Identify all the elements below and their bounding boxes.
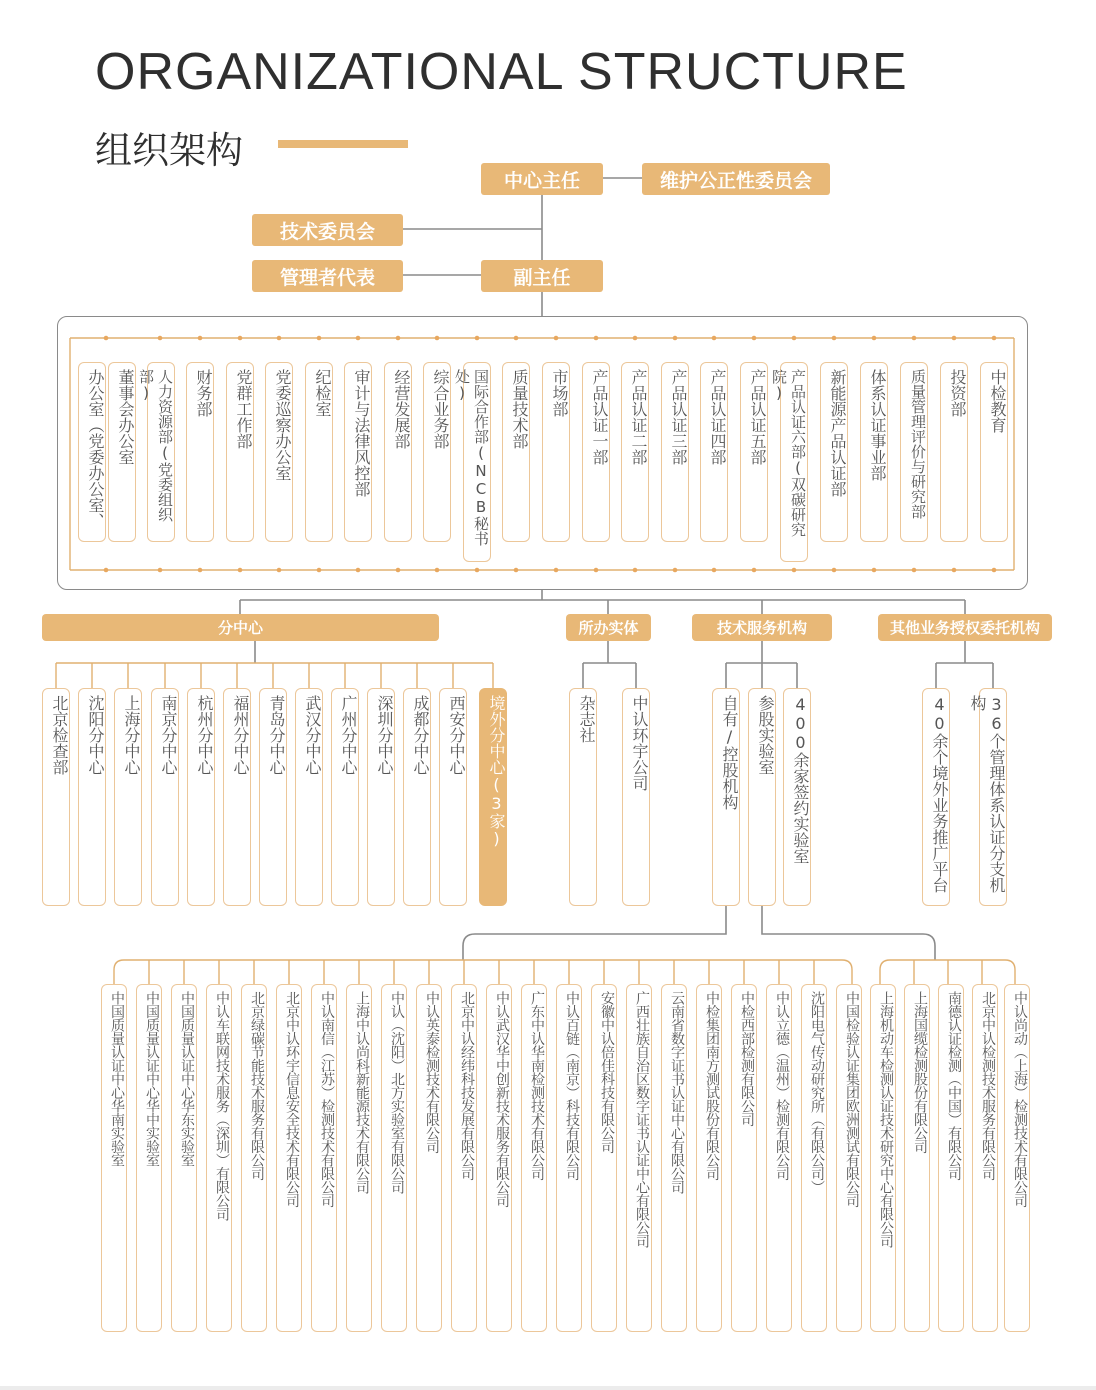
branch-shenzhen: 深圳分中心 <box>367 688 395 906</box>
owned-company: 上海中认尚科新能源技术有限公司 <box>346 984 372 1332</box>
dept-product-cert-5: 产品认证五部 <box>740 362 768 542</box>
dept-investment: 投资部 <box>940 362 968 542</box>
mgmt-representative-box: 管理者代表 <box>252 260 403 292</box>
dept-party-inspection: 党委巡察办公室 <box>265 362 293 542</box>
dept-party-affairs: 党群工作部 <box>226 362 254 542</box>
owned-company: 沈阳电气传动研究所（有限公司） <box>801 984 827 1332</box>
footer-divider <box>0 1386 1096 1390</box>
owned-company: 广东中认华南检测技术有限公司 <box>521 984 547 1332</box>
dept-quality-tech: 质量技术部 <box>502 362 530 542</box>
affiliated-magazine: 杂志社 <box>569 688 597 906</box>
title-chinese: 组织架构 <box>95 129 243 172</box>
partner-lab: 上海国缆检测股份有限公司 <box>904 984 930 1332</box>
branch-guangzhou: 广州分中心 <box>331 688 359 906</box>
owned-company: 中国质量认证中心华南实验室 <box>101 984 127 1332</box>
dept-hr: 人力资源部(党委组织部) <box>147 362 175 542</box>
category-branch: 分中心 <box>42 614 439 641</box>
deputy-director-box: 副主任 <box>481 260 603 292</box>
partner-lab: 北京中认检测技术服务有限公司 <box>972 984 998 1332</box>
owned-company: 云南省数字证书认证中心有限公司 <box>661 984 687 1332</box>
dept-product-cert-1: 产品认证一部 <box>582 362 610 542</box>
branch-fuzhou: 福州分中心 <box>223 688 251 906</box>
owned-company: 中认英泰检测技术有限公司 <box>416 984 442 1332</box>
tech-partner-labs: 参股实验室 <box>748 688 776 906</box>
branch-xian: 西安分中心 <box>439 688 467 906</box>
branch-shanghai: 上海分中心 <box>114 688 142 906</box>
branch-hangzhou: 杭州分中心 <box>187 688 215 906</box>
owned-company: 安徽中认倍佳科技有限公司 <box>591 984 617 1332</box>
branch-nanjing: 南京分中心 <box>151 688 179 906</box>
owned-company: 中认（沈阳）北方实验室有限公司 <box>381 984 407 1332</box>
dept-board-office: 董事会办公室 <box>108 362 136 542</box>
dept-discipline: 纪检室 <box>305 362 333 542</box>
tech-committee-box: 技术委员会 <box>252 214 403 246</box>
dept-quality-eval: 质量管理评价与研究部 <box>900 362 928 542</box>
tech-contract-labs: 400余家签约实验室 <box>783 688 811 906</box>
affiliated-huanyu: 中认环宇公司 <box>622 688 650 906</box>
owned-company: 中国检验认证集团欧洲测试有限公司 <box>836 984 862 1332</box>
owned-company: 中认百链（南京）科技有限公司 <box>556 984 582 1332</box>
branch-qingdao: 青岛分中心 <box>259 688 287 906</box>
title-english: ORGANIZATIONAL STRUCTURE <box>95 43 908 101</box>
branch-overseas: 境外分中心(3家) <box>479 688 507 906</box>
category-affiliated: 所办实体 <box>566 614 651 641</box>
dept-product-cert-2: 产品认证二部 <box>621 362 649 542</box>
owned-company: 中认立德（温州）检测有限公司 <box>766 984 792 1332</box>
dept-product-cert-4: 产品认证四部 <box>700 362 728 542</box>
owned-company: 广西壮族自治区数字证书认证中心有限公司 <box>626 984 652 1332</box>
owned-company: 北京中认经纬科技发展有限公司 <box>451 984 477 1332</box>
dept-market: 市场部 <box>542 362 570 542</box>
dept-audit-legal: 审计与法律风控部 <box>344 362 372 542</box>
partner-lab: 南德认证检测（中国）有限公司 <box>938 984 964 1332</box>
fairness-committee-box: 维护公正性委员会 <box>642 163 830 195</box>
branch-shenyang: 沈阳分中心 <box>78 688 106 906</box>
owned-company: 中认车联网技术服务（深圳）有限公司 <box>206 984 232 1332</box>
owned-company: 北京绿碳节能技术服务有限公司 <box>241 984 267 1332</box>
owned-company: 中检集团南方测试股份有限公司 <box>696 984 722 1332</box>
category-other: 其他业务授权委托机构 <box>878 614 1052 641</box>
partner-lab: 上海机动车检测认证技术研究中心有限公司 <box>870 984 896 1332</box>
branch-chengdu: 成都分中心 <box>403 688 431 906</box>
partner-lab: 中认尚动（上海）检测技术有限公司 <box>1004 984 1030 1332</box>
other-cert-branches: 36个管理体系认证分支机构 <box>979 688 1007 906</box>
owned-company: 北京中认环宇信息安全技术有限公司 <box>276 984 302 1332</box>
owned-company: 中认南信（江苏）检测技术有限公司 <box>311 984 337 1332</box>
tech-owned: 自有/控股机构 <box>712 688 740 906</box>
dept-education: 中检教育 <box>980 362 1008 542</box>
dept-product-cert-6: 产品认证六部(双碳研究院) <box>780 362 808 562</box>
branch-wuhan: 武汉分中心 <box>295 688 323 906</box>
dept-product-cert-3: 产品认证三部 <box>661 362 689 542</box>
owned-company: 中国质量认证中心华东实验室 <box>171 984 197 1332</box>
category-tech-service: 技术服务机构 <box>692 614 832 641</box>
dept-general-business: 综合业务部 <box>423 362 451 542</box>
dept-general-office: 办公室（党委办公室、 <box>78 362 106 542</box>
dept-business-dev: 经营发展部 <box>384 362 412 542</box>
dept-finance: 财务部 <box>186 362 214 542</box>
other-overseas-platforms: 40余个境外业务推广平台 <box>922 688 950 906</box>
owned-company: 中检西部检测有限公司 <box>731 984 757 1332</box>
branch-beijing: 北京检查部 <box>42 688 70 906</box>
director-box: 中心主任 <box>481 163 603 195</box>
dept-system-cert: 体系认证事业部 <box>860 362 888 542</box>
owned-company: 中国质量认证中心华中实验室 <box>136 984 162 1332</box>
owned-company: 中认武汉华中创新技术服务有限公司 <box>486 984 512 1332</box>
dept-new-energy: 新能源产品认证部 <box>820 362 848 542</box>
dept-international: 国际合作部(NCB秘书处) <box>463 362 491 562</box>
